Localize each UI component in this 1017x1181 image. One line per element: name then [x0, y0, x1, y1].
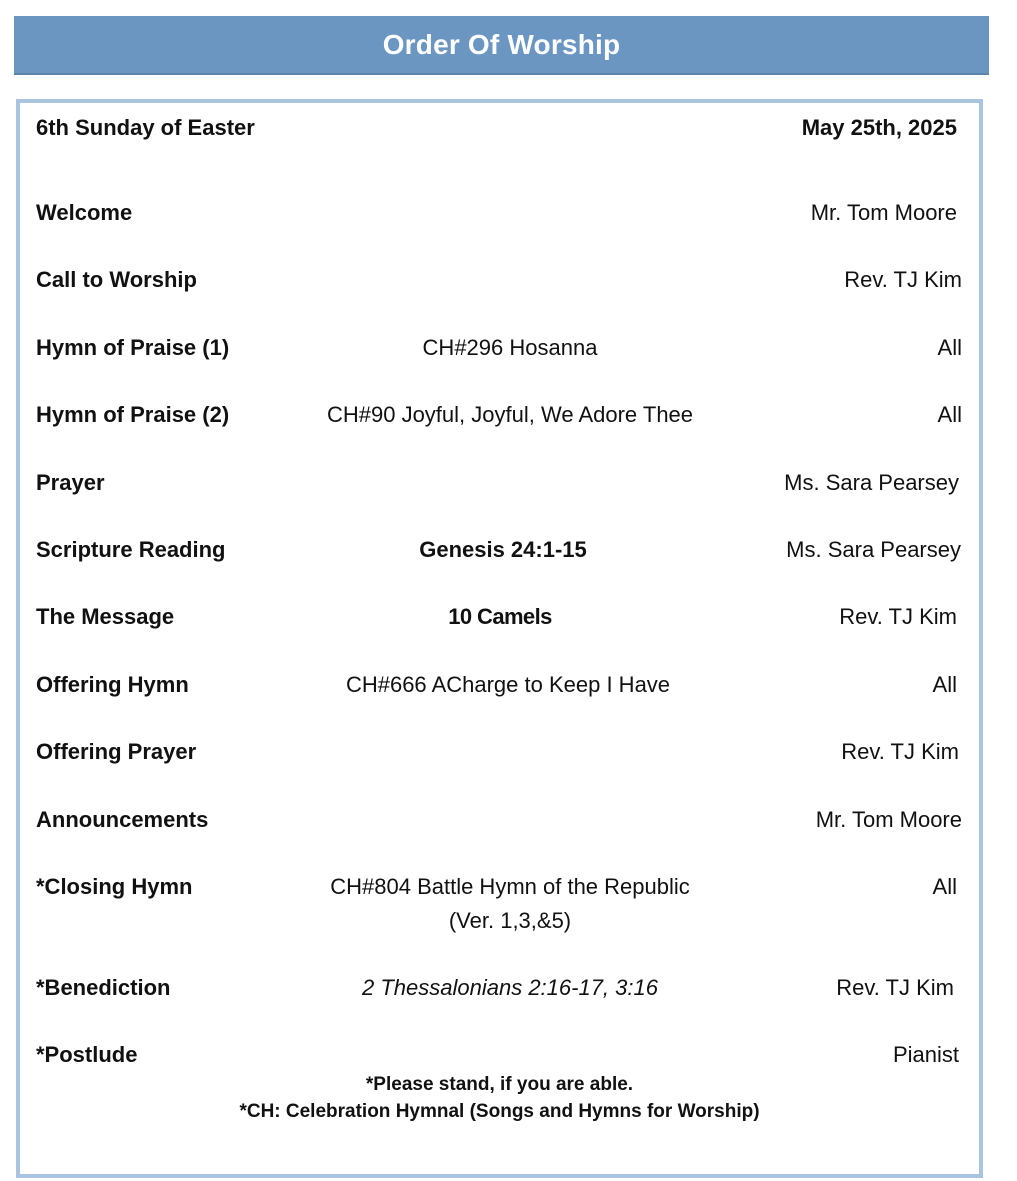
- worship-item-label: Announcements: [36, 807, 209, 832]
- worship-item-call-to-worship: [20, 265, 979, 295]
- worship-item-label: The Message: [36, 604, 175, 629]
- worship-item-leader: Ms. Sara Pearsey: [786, 537, 961, 562]
- worship-item-label: *Benediction: [36, 975, 171, 1000]
- worship-item-label: Welcome: [36, 200, 133, 225]
- hymnal-note: *CH: Celebration Hymnal (Songs and Hymns for Worship): [239, 1101, 760, 1122]
- worship-item-the-message: [20, 602, 979, 632]
- worship-item-prayer: [20, 468, 979, 498]
- worship-item-leader: Rev. TJ Kim: [844, 267, 962, 292]
- worship-item-hymn-of-praise-1: [20, 333, 979, 363]
- worship-item-label: *Closing Hymn: [36, 874, 193, 899]
- worship-item-label: Offering Hymn: [36, 672, 189, 697]
- worship-item-label: Scripture Reading: [36, 537, 226, 562]
- worship-item-detail: CH#90 Joyful, Joyful, We Adore Thee: [326, 402, 694, 427]
- worship-item-leader: Ms. Sara Pearsey: [784, 470, 959, 495]
- worship-item-benediction: [20, 973, 979, 1003]
- worship-item-detail: 2 Thessalonians 2:16-17, 3:16: [362, 975, 658, 1000]
- worship-item-detail: CH#296 Hosanna: [422, 335, 598, 360]
- worship-item-detail-line2: (Ver. 1,3,&5): [448, 908, 572, 933]
- worship-item-label: Hymn of Praise (2): [36, 402, 230, 427]
- worship-item-hymn-of-praise-2: [20, 400, 979, 430]
- worship-item-label: Call to Worship: [36, 267, 197, 292]
- worship-item-scripture-reading: [20, 535, 979, 565]
- worship-item-leader: All: [932, 874, 957, 899]
- worship-item-postlude: [20, 1040, 979, 1070]
- worship-item-leader: Rev. TJ Kim: [836, 975, 954, 1000]
- worship-item-leader: Mr. Tom Moore: [810, 200, 957, 225]
- footnotes: [20, 1071, 979, 1125]
- worship-item-label: Hymn of Praise (1): [36, 335, 230, 360]
- service-date: May 25th, 2025: [801, 115, 957, 140]
- worship-item-leader: Rev. TJ Kim: [841, 739, 959, 764]
- order-of-worship-frame: [16, 99, 983, 1178]
- worship-item-detail: CH#666 ACharge to Keep I Have: [345, 672, 671, 697]
- worship-item-label: Offering Prayer: [36, 739, 197, 764]
- service-info-row: [20, 113, 979, 143]
- worship-item-leader: All: [937, 335, 962, 360]
- worship-item-closing-hymn: [20, 872, 979, 936]
- worship-item-label: Prayer: [36, 470, 105, 495]
- header-bar: [14, 16, 989, 73]
- worship-item-detail: Genesis 24:1-15: [419, 537, 587, 562]
- worship-item-offering-prayer: [20, 737, 979, 767]
- service-occasion: 6th Sunday of Easter: [36, 115, 255, 140]
- worship-item-leader: All: [932, 672, 957, 697]
- worship-item-leader: All: [937, 402, 962, 427]
- worship-item-leader: Rev. TJ Kim: [839, 604, 957, 629]
- worship-item-welcome: [20, 198, 979, 228]
- page-title: Order Of Worship: [382, 28, 621, 60]
- worship-item-announcements: [20, 805, 979, 835]
- worship-item-leader: Pianist: [892, 1042, 959, 1067]
- worship-item-detail: CH#804 Battle Hymn of the Republic: [330, 874, 690, 899]
- worship-item-detail: 10 Camels: [448, 604, 552, 629]
- worship-item-label: *Postlude: [36, 1042, 138, 1067]
- worship-item-offering-hymn: [20, 670, 979, 700]
- stand-note: *Please stand, if you are able.: [365, 1074, 634, 1095]
- worship-item-leader: Mr. Tom Moore: [815, 807, 962, 832]
